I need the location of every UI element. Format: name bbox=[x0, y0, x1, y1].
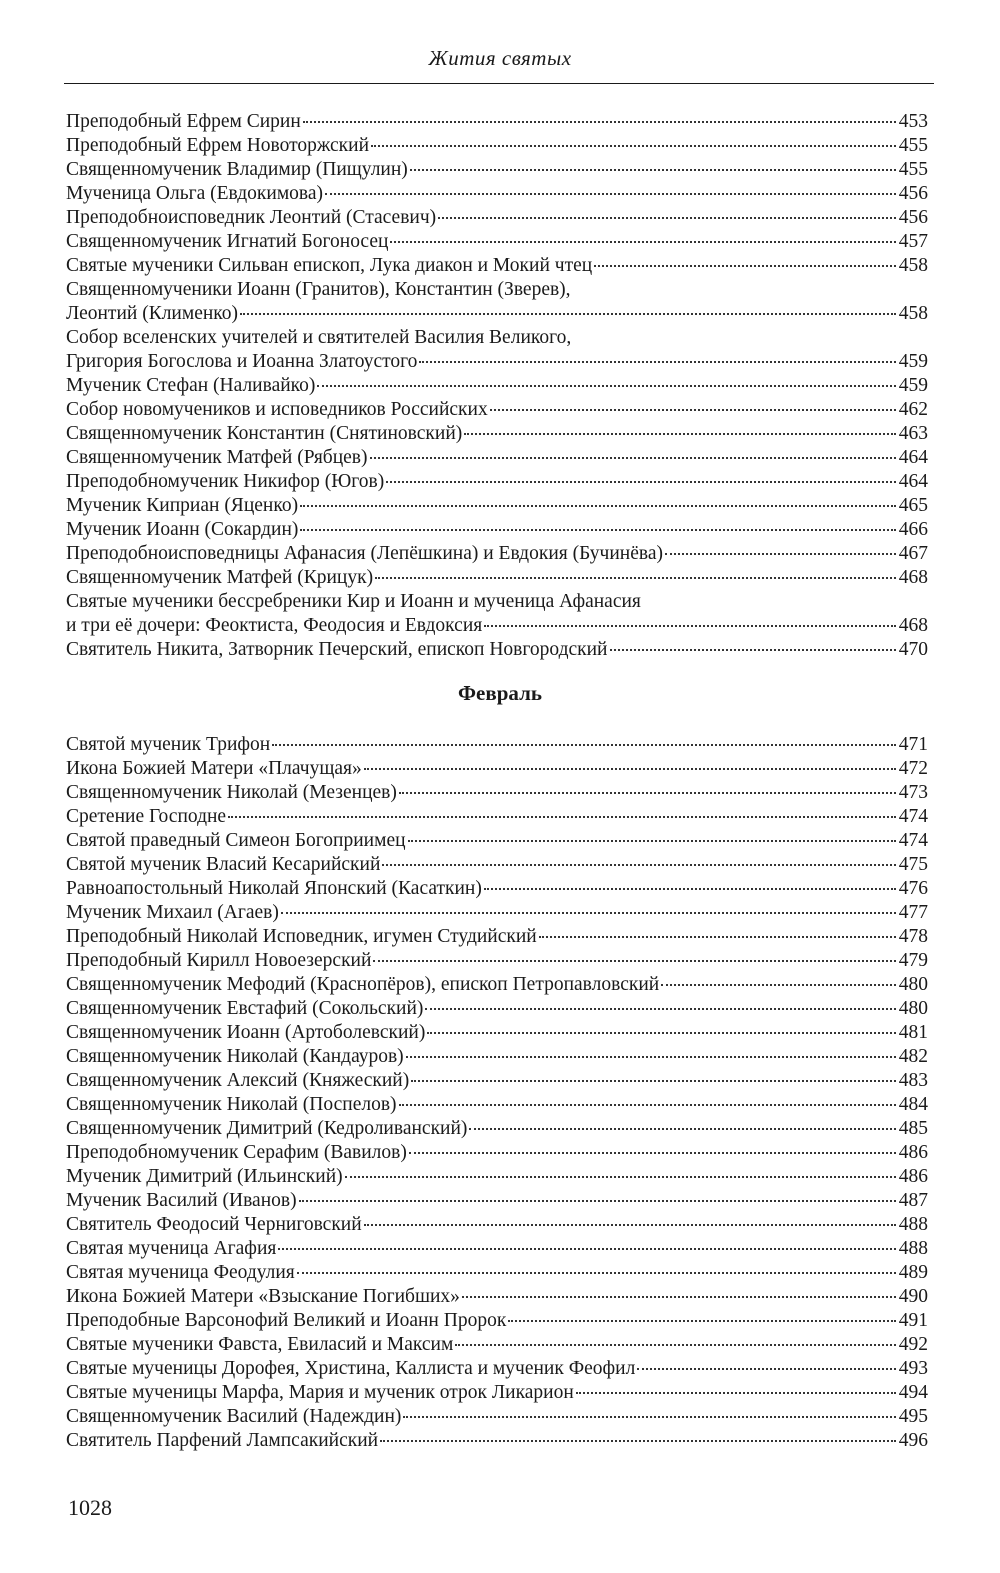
toc-list-february bbox=[66, 733, 928, 1453]
toc-entry-page-number: 480 bbox=[898, 998, 928, 1019]
toc-entry-page-number: 490 bbox=[898, 1286, 928, 1307]
toc-entry bbox=[66, 757, 928, 781]
toc-entry-row bbox=[66, 542, 928, 566]
toc-entry-page-number: 485 bbox=[898, 1118, 928, 1139]
dot-leader bbox=[373, 960, 895, 962]
toc-entry-page-number: 467 bbox=[898, 543, 928, 564]
toc-entry-page-number: 483 bbox=[898, 1070, 928, 1091]
toc-entry bbox=[66, 1117, 928, 1141]
dot-leader bbox=[382, 864, 895, 866]
toc-entry-row bbox=[66, 1429, 928, 1453]
toc-entry-row bbox=[66, 614, 928, 638]
dot-leader bbox=[539, 936, 896, 938]
toc-entry-row bbox=[66, 1069, 928, 1093]
toc-entry bbox=[66, 206, 928, 230]
dot-leader bbox=[410, 169, 896, 171]
dot-leader bbox=[364, 1224, 896, 1226]
toc-entry-row bbox=[66, 1213, 928, 1237]
toc-entry-title: Святые мученики Сильван епископ, Лука диакон и Мокий чтец bbox=[66, 255, 593, 276]
toc-entry-title: Священномученик Алексий (Княжеский) bbox=[66, 1070, 410, 1091]
toc-entry bbox=[66, 398, 928, 422]
dot-leader bbox=[409, 1152, 896, 1154]
toc-entry-page-number: 462 bbox=[898, 399, 928, 420]
dot-leader bbox=[399, 792, 896, 794]
toc-entry-row bbox=[66, 1285, 928, 1309]
toc-entry-page-number: 468 bbox=[898, 615, 928, 636]
toc-entry-title: Мученик Иоанн (Сокардин) bbox=[66, 519, 299, 540]
toc-entry-page-number: 463 bbox=[898, 423, 928, 444]
toc-entry-title: Святой мученик Трифон bbox=[66, 734, 271, 755]
toc-entry-page-number: 453 bbox=[898, 111, 928, 132]
toc-entry-row bbox=[66, 1021, 928, 1045]
dot-leader bbox=[484, 888, 896, 890]
toc-entry bbox=[66, 901, 928, 925]
toc-entry-page-number: 493 bbox=[898, 1358, 928, 1379]
dot-leader bbox=[364, 768, 896, 770]
toc-entry-page-number: 473 bbox=[898, 782, 928, 803]
toc-entry bbox=[66, 1165, 928, 1189]
toc-entry-title: Мученик Василий (Иванов) bbox=[66, 1190, 297, 1211]
toc-entry-row bbox=[66, 470, 928, 494]
toc-entry-title: и три её дочери: Феоктиста, Феодосия и Евдоксия bbox=[66, 615, 483, 636]
toc-entry-row bbox=[66, 1117, 928, 1141]
dot-leader bbox=[406, 1056, 896, 1058]
dot-leader bbox=[281, 912, 896, 914]
toc-entry bbox=[66, 805, 928, 829]
toc-entry-title: Святая мученица Агафия bbox=[66, 1238, 277, 1259]
toc-entry-title: Преподобноисповедник Леонтий (Стасевич) bbox=[66, 207, 437, 228]
toc-entry-title: Священномученик Николай (Мезенцев) bbox=[66, 782, 397, 803]
toc-list-january bbox=[66, 110, 928, 662]
toc-entry-page-number: 486 bbox=[898, 1166, 928, 1187]
toc-entry-title: Преподобный Кирилл Новоезерский bbox=[66, 950, 372, 971]
dot-leader bbox=[661, 984, 896, 986]
toc-entry-page-number: 495 bbox=[898, 1406, 928, 1427]
toc-entry-row bbox=[66, 757, 928, 781]
dot-leader bbox=[610, 649, 896, 651]
toc-entry-title: Мученик Киприан (Яценко) bbox=[66, 495, 299, 516]
toc-entry-row bbox=[66, 1141, 928, 1165]
toc-entry-row bbox=[66, 110, 928, 134]
toc-entry-page-number: 484 bbox=[898, 1094, 928, 1115]
toc-entry-row bbox=[66, 925, 928, 949]
toc-entry-row bbox=[66, 566, 928, 590]
toc-entry bbox=[66, 230, 928, 254]
toc-entry bbox=[66, 1429, 928, 1453]
toc-entry-title: Равноапостольный Николай Японский (Касаткин) bbox=[66, 878, 482, 899]
toc-entry bbox=[66, 182, 928, 206]
toc-entry-page-number: 468 bbox=[898, 567, 928, 588]
toc-entry-row bbox=[66, 350, 928, 374]
header-rule bbox=[64, 83, 934, 84]
toc-entry-page-number: 466 bbox=[898, 519, 928, 540]
dot-leader bbox=[408, 840, 896, 842]
toc-entry bbox=[66, 542, 928, 566]
toc-entry bbox=[66, 1093, 928, 1117]
toc-entry bbox=[66, 1069, 928, 1093]
toc-entry bbox=[66, 1213, 928, 1237]
toc-entry-page-number: 456 bbox=[898, 183, 928, 204]
toc-entry-title: Мученица Ольга (Евдокимова) bbox=[66, 183, 324, 204]
dot-leader bbox=[665, 553, 896, 555]
dot-leader bbox=[469, 1128, 895, 1130]
toc-entry bbox=[66, 638, 928, 662]
toc-entry-title: Мученик Димитрий (Ильинский) bbox=[66, 1166, 343, 1187]
toc-entry-page-number: 474 bbox=[898, 806, 928, 827]
toc-entry-title-line: Святые мученики бессребреники Кир и Иоанн и мученица Афанасия bbox=[66, 591, 641, 612]
toc-entry-page-number: 480 bbox=[898, 974, 928, 995]
toc-entry-row bbox=[66, 302, 928, 326]
dot-leader bbox=[637, 1368, 895, 1370]
toc-entry-title: Мученик Стефан (Наливайко) bbox=[66, 375, 316, 396]
toc-entry bbox=[66, 781, 928, 805]
toc-entry-page-number: 479 bbox=[898, 950, 928, 971]
toc-entry-page-number: 458 bbox=[898, 255, 928, 276]
dot-leader bbox=[375, 577, 896, 579]
dot-leader bbox=[300, 505, 896, 507]
toc-entry bbox=[66, 1045, 928, 1069]
toc-entry bbox=[66, 1189, 928, 1213]
dot-leader bbox=[272, 744, 896, 746]
toc-entry-page-number: 489 bbox=[898, 1262, 928, 1283]
dot-leader bbox=[386, 481, 896, 483]
toc-entry bbox=[66, 254, 928, 278]
toc-entry-row bbox=[66, 230, 928, 254]
toc-entry-page-number: 474 bbox=[898, 830, 928, 851]
toc-entry-title: Священномученик Мефодий (Краснопёров), епископ Петропавловский bbox=[66, 974, 660, 995]
toc-entry-title: Преподобномученик Никифор (Югов) bbox=[66, 471, 385, 492]
dot-leader bbox=[490, 409, 896, 411]
toc-entry-row bbox=[66, 158, 928, 182]
toc-entry-page-number: 488 bbox=[898, 1238, 928, 1259]
toc-entry-row bbox=[66, 494, 928, 518]
dot-leader bbox=[325, 193, 896, 195]
toc-entry-title: Святой праведный Симеон Богоприимец bbox=[66, 830, 406, 851]
toc-entry-title: Священномученик Игнатий Богоносец bbox=[66, 231, 389, 252]
toc-entry-row bbox=[66, 1381, 928, 1405]
toc-entry-page-number: 478 bbox=[898, 926, 928, 947]
dot-leader bbox=[399, 1104, 896, 1106]
toc-entry-title-line: Священномученики Иоанн (Гранитов), Константин (Зверев), bbox=[66, 279, 571, 300]
toc-entry-row bbox=[66, 973, 928, 997]
toc-entry bbox=[66, 158, 928, 182]
toc-entry-title: Священномученик Иоанн (Артоболевский) bbox=[66, 1022, 426, 1043]
toc-entry-title: Святитель Феодосий Черниговский bbox=[66, 1214, 362, 1235]
toc-entry bbox=[66, 1357, 928, 1381]
toc-entry-title: Преподобный Ефрем Новоторжский bbox=[66, 135, 370, 156]
toc-entry-title: Священномученик Николай (Поспелов) bbox=[66, 1094, 397, 1115]
toc-entry-row bbox=[66, 254, 928, 278]
dot-leader bbox=[390, 241, 895, 243]
toc-entry-row bbox=[66, 1309, 928, 1333]
toc-entry bbox=[66, 1237, 928, 1261]
toc-entry-title: Преподобномученик Серафим (Вавилов) bbox=[66, 1142, 407, 1163]
dot-leader bbox=[462, 1296, 896, 1298]
toc-entry bbox=[66, 566, 928, 590]
toc-entry bbox=[66, 134, 928, 158]
toc-entry-title: Святые мученицы Дорофея, Христина, Каллиста и мученик Феофил bbox=[66, 1358, 636, 1379]
toc-entry-row bbox=[66, 829, 928, 853]
toc-entry bbox=[66, 1261, 928, 1285]
toc-entry bbox=[66, 853, 928, 877]
dot-leader bbox=[427, 1032, 895, 1034]
toc-entry bbox=[66, 1309, 928, 1333]
dot-leader bbox=[419, 361, 895, 363]
toc-entry-page-number: 488 bbox=[898, 1214, 928, 1235]
dot-leader bbox=[228, 816, 896, 818]
toc-entry-row bbox=[66, 374, 928, 398]
toc-entry bbox=[66, 829, 928, 853]
toc-entry-row bbox=[66, 134, 928, 158]
toc-entry bbox=[66, 733, 928, 757]
dot-leader bbox=[438, 217, 896, 219]
toc-entry bbox=[66, 326, 928, 374]
toc-entry bbox=[66, 278, 928, 326]
toc-entry-page-number: 456 bbox=[898, 207, 928, 228]
toc-entry-page-number: 496 bbox=[898, 1430, 928, 1451]
toc-entry bbox=[66, 470, 928, 494]
dot-leader bbox=[464, 433, 896, 435]
dot-leader bbox=[299, 1200, 896, 1202]
toc-entry-page-number: 492 bbox=[898, 1334, 928, 1355]
dot-leader bbox=[411, 1080, 896, 1082]
toc-entry-row bbox=[66, 1405, 928, 1429]
toc-entry bbox=[66, 446, 928, 470]
toc-entry bbox=[66, 925, 928, 949]
toc-entry-title: Священномученик Константин (Снятиновский) bbox=[66, 423, 463, 444]
toc-entry-row bbox=[66, 877, 928, 901]
toc-entry-title: Леонтий (Клименко) bbox=[66, 303, 239, 324]
toc-entry bbox=[66, 1381, 928, 1405]
toc-entry-title: Священномученик Матфей (Крицук) bbox=[66, 567, 374, 588]
toc-entry bbox=[66, 1141, 928, 1165]
toc-entry-row bbox=[66, 518, 928, 542]
toc-entry-page-number: 475 bbox=[898, 854, 928, 875]
toc-entry-row bbox=[66, 1237, 928, 1261]
toc-entry bbox=[66, 1021, 928, 1045]
toc-entry-row bbox=[66, 422, 928, 446]
toc-entry-row bbox=[66, 853, 928, 877]
toc-entry bbox=[66, 1405, 928, 1429]
toc-entry-page-number: 470 bbox=[898, 639, 928, 660]
toc-entry-title: Священномученик Димитрий (Кедроливанский) bbox=[66, 1118, 468, 1139]
toc-entry-title: Собор новомучеников и исповедников Российских bbox=[66, 399, 488, 420]
toc-entry bbox=[66, 590, 928, 638]
dot-leader bbox=[297, 1272, 896, 1274]
toc-entry-row bbox=[66, 997, 928, 1021]
toc-entry-row bbox=[66, 446, 928, 470]
toc-entry-title: Григория Богослова и Иоанна Златоустого bbox=[66, 351, 418, 372]
toc-entry-title: Святитель Никита, Затворник Печерский, епископ Новгородский bbox=[66, 639, 608, 660]
toc-entry bbox=[66, 877, 928, 901]
toc-entry-row bbox=[66, 1165, 928, 1189]
toc-entry bbox=[66, 997, 928, 1021]
toc-entry-page-number: 455 bbox=[898, 159, 928, 180]
toc-entry-title: Священномученик Владимир (Пищулин) bbox=[66, 159, 408, 180]
toc-entry-row bbox=[66, 398, 928, 422]
toc-entry-page-number: 476 bbox=[898, 878, 928, 899]
toc-entry-row bbox=[66, 206, 928, 230]
toc-entry-page-number: 486 bbox=[898, 1142, 928, 1163]
toc-entry-page-number: 491 bbox=[898, 1310, 928, 1331]
toc-entry-title: Икона Божией Матери «Взыскание Погибших» bbox=[66, 1286, 460, 1307]
toc-entry bbox=[66, 1333, 928, 1357]
dot-leader bbox=[380, 1440, 896, 1442]
dot-leader bbox=[240, 313, 896, 315]
toc-entry-page-number: 477 bbox=[898, 902, 928, 923]
toc-entry-page-number: 455 bbox=[898, 135, 928, 156]
toc-entry-title: Святой мученик Власий Кесарийский bbox=[66, 854, 381, 875]
dot-leader bbox=[371, 145, 896, 147]
toc-entry-page-number: 482 bbox=[898, 1046, 928, 1067]
dot-leader bbox=[455, 1344, 895, 1346]
toc-entry-row bbox=[66, 1093, 928, 1117]
toc-entry bbox=[66, 518, 928, 542]
toc-entry-title: Мученик Михаил (Агаев) bbox=[66, 902, 279, 923]
toc-entry-row bbox=[66, 781, 928, 805]
running-head: Жития святых bbox=[428, 46, 572, 70]
toc-entry-page-number: 465 bbox=[898, 495, 928, 516]
dot-leader bbox=[370, 457, 896, 459]
toc-entry-row bbox=[66, 1261, 928, 1285]
dot-leader bbox=[317, 385, 895, 387]
toc-entry bbox=[66, 494, 928, 518]
dot-leader bbox=[594, 265, 896, 267]
toc-entry-title: Святые мученики Фавста, Евиласий и Максим bbox=[66, 1334, 454, 1355]
toc-entry-row bbox=[66, 733, 928, 757]
toc-entry bbox=[66, 110, 928, 134]
dot-leader bbox=[278, 1248, 895, 1250]
toc-entry-title: Преподобный Ефрем Сирин bbox=[66, 111, 301, 132]
toc-entry bbox=[66, 973, 928, 997]
toc-entry-page-number: 481 bbox=[898, 1022, 928, 1043]
section-title-february: Февраль bbox=[458, 681, 542, 705]
dot-leader bbox=[576, 1392, 896, 1394]
toc-entry-row bbox=[66, 1189, 928, 1213]
toc-entry-title: Священномученик Евстафий (Сокольский) bbox=[66, 998, 424, 1019]
toc-entry-page-number: 494 bbox=[898, 1382, 928, 1403]
dot-leader bbox=[508, 1320, 895, 1322]
toc-entry-page-number: 458 bbox=[898, 303, 928, 324]
toc-entry-row bbox=[66, 805, 928, 829]
toc-entry-row bbox=[66, 1333, 928, 1357]
dot-leader bbox=[300, 529, 895, 531]
page-number: 1028 bbox=[68, 1495, 112, 1520]
toc-entry bbox=[66, 1285, 928, 1309]
toc-entry bbox=[66, 422, 928, 446]
toc-entry-title: Святитель Парфений Лампсакийский bbox=[66, 1430, 379, 1451]
toc-entry-row bbox=[66, 901, 928, 925]
dot-leader bbox=[403, 1416, 895, 1418]
toc-entry-row bbox=[66, 949, 928, 973]
dot-leader bbox=[345, 1176, 896, 1178]
toc-entry-title: Сретение Господне bbox=[66, 806, 227, 827]
toc-entry-row bbox=[66, 182, 928, 206]
toc-entry bbox=[66, 374, 928, 398]
toc-entry-row bbox=[66, 638, 928, 662]
toc-entry-title-line: Собор вселенских учителей и святителей Василия Великого, bbox=[66, 327, 572, 348]
toc-entry-page-number: 459 bbox=[898, 351, 928, 372]
toc-entry bbox=[66, 949, 928, 973]
toc-entry-page-number: 472 bbox=[898, 758, 928, 779]
toc-entry-title: Священномученик Василий (Надеждин) bbox=[66, 1406, 402, 1427]
toc-entry-title: Святая мученица Феодулия bbox=[66, 1262, 295, 1283]
toc-entry-title: Святые мученицы Марфа, Мария и мученик отрок Ликарион bbox=[66, 1382, 574, 1403]
toc-entry-title: Преподобноисповедницы Афанасия (Лепёшкина) и Евдокия (Бучинёва) bbox=[66, 543, 663, 564]
toc-entry-title: Священномученик Матфей (Рябцев) bbox=[66, 447, 368, 468]
toc-entry-row bbox=[66, 1045, 928, 1069]
toc-entry-page-number: 471 bbox=[898, 734, 928, 755]
toc-entry-page-number: 457 bbox=[898, 231, 928, 252]
toc-entry-title: Преподобные Варсонофий Великий и Иоанн Пророк bbox=[66, 1310, 507, 1331]
toc-entry-page-number: 464 bbox=[898, 471, 928, 492]
toc-entry-title: Икона Божией Матери «Плачущая» bbox=[66, 758, 362, 779]
toc-entry-row bbox=[66, 1357, 928, 1381]
toc-entry-page-number: 459 bbox=[898, 375, 928, 396]
toc-entry-page-number: 487 bbox=[898, 1190, 928, 1211]
dot-leader bbox=[303, 121, 896, 123]
dot-leader bbox=[425, 1008, 895, 1010]
toc-entry-title: Преподобный Николай Исповедник, игумен Студийский bbox=[66, 926, 537, 947]
toc-entry-page-number: 464 bbox=[898, 447, 928, 468]
dot-leader bbox=[484, 625, 896, 627]
toc-entry-title: Священномученик Николай (Кандауров) bbox=[66, 1046, 404, 1067]
